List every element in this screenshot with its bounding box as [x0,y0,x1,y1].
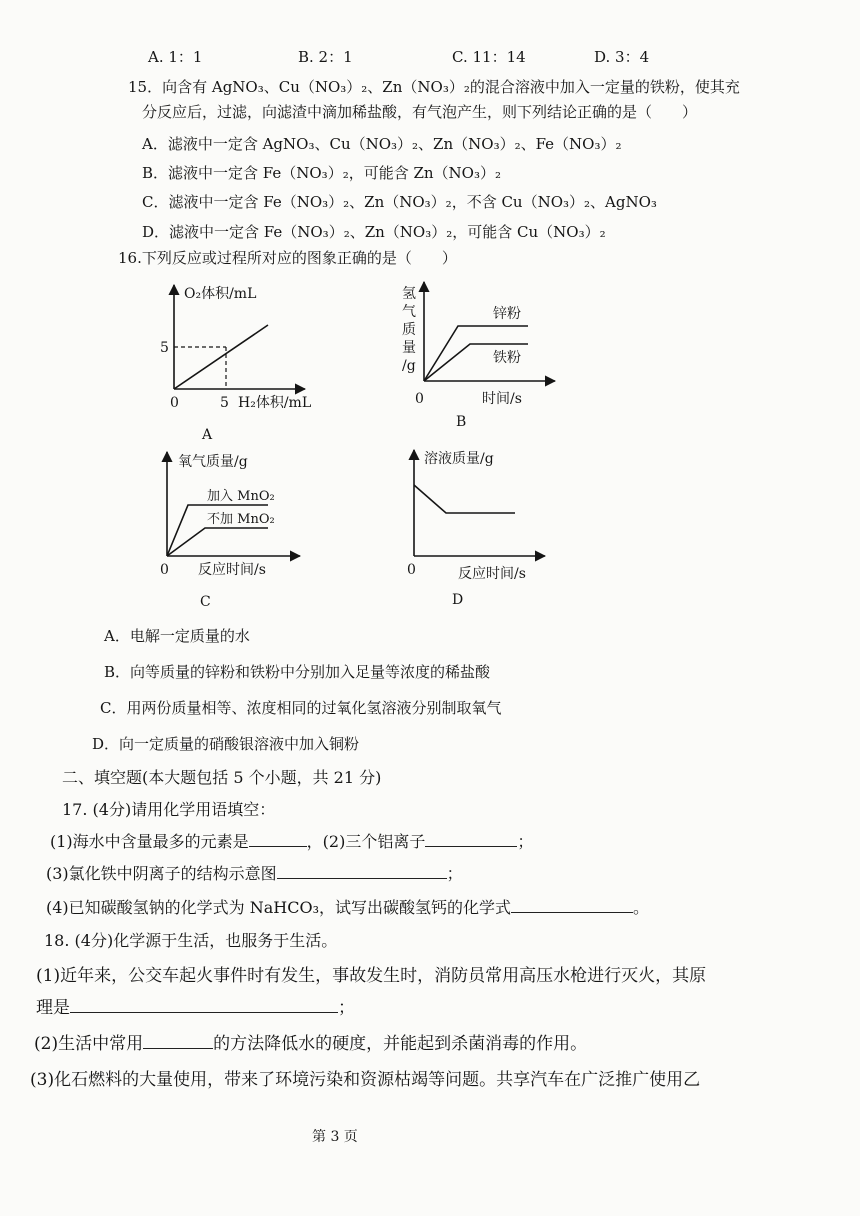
graph-d-ylabel: 溶液质量/g [424,451,494,467]
graph-d-line [414,485,515,513]
q17-part2-end: ； [517,832,534,851]
graph-b-ylabel-2: 气 [402,304,416,320]
prev-option-a: A. 1：1 [148,48,203,66]
graph-a-ytick: 5 [160,340,169,356]
q18-part1-text: 理是 [36,998,70,1018]
graph-a-origin: 0 [170,395,179,411]
q17-blank-4[interactable] [511,898,633,913]
prev-option-c: C. 11：14 [452,48,526,66]
graph-b-ylabel-1: 氢 [402,286,416,302]
graph-b-origin: 0 [415,391,424,407]
q15-option-a: A．滤液中一定含 AgNO₃、Cu（NO₃）₂、Zn（NO₃）₂、Fe（NO₃）₂ [142,135,622,153]
q17-part4 [46,898,649,918]
q17-part3-text: (3)氯化铁中阴离子的结构示意图 [46,864,277,883]
q18-part1-end: ； [338,998,355,1018]
graph-b-ylabel-5: /g [402,358,416,374]
prev-option-d: D. 3：4 [594,48,650,66]
q18-part2-text-a: (2)生活中常用 [34,1034,144,1054]
q18-part1-line1: (1)近年来，公交车起火事件时有发生，事故发生时，消防员常用高压水枪进行灭火，其原 [36,966,707,986]
graph-b-caption: B [456,414,467,430]
q15-option-b: B．滤液中一定含 Fe（NO₃）₂，可能含 Zn（NO₃）₂ [142,164,502,182]
graph-c-with-label: 加入 MnO₂ [207,489,275,504]
q18-blank-2[interactable] [143,1034,213,1049]
q17-part1-text: (1)海水中含量最多的元素是 [50,832,249,851]
q17-part4-text: (4)已知碳酸氢钠的化学式为 NaHCO₃，试写出碳酸氢钙的化学式 [46,898,512,917]
q18-part3: (3)化石燃料的大量使用，带来了环境污染和资源枯竭等问题。共享汽车在广泛推广使用乙 [30,1070,701,1090]
prev-option-b: B. 2：1 [298,48,353,66]
graph-c [160,452,300,610]
graph-a-caption: A [202,427,213,443]
graph-a-xtick: 5 [220,395,229,411]
graph-b-ylabel-3: 质 [402,322,416,338]
graph-c-without-label: 不加 MnO₂ [207,512,275,527]
graph-d-caption: D [452,592,464,608]
graph-b-iron-label: 铁粉 [493,350,521,366]
graph-b-zinc-label: 锌粉 [493,306,521,322]
graph-c-origin: 0 [160,562,169,578]
q15-option-c: C．滤液中一定含 Fe（NO₃）₂、Zn（NO₃）₂，不含 Cu（NO₃）₂、AgNO₃ [142,193,657,211]
q18-blank-1[interactable] [70,998,338,1013]
q16-option-b: B．向等质量的锌粉和铁粉中分别加入足量等浓度的稀盐酸 [104,663,491,681]
q17-blank-2[interactable] [425,832,517,847]
q16-graphs [0,270,860,630]
q17-stem: 17. (4分)请用化学用语填空： [62,800,276,819]
q15-stem-line2: 分反应后，过滤，向滤渣中滴加稀盐酸，有气泡产生，则下列结论正确的是（ ） [142,103,698,121]
graph-c-ylabel: 氧气质量/g [178,454,248,470]
graph-d-xlabel: 反应时间/s [458,566,526,582]
q18-part2-text-b: 的方法降低水的硬度，并能起到杀菌消毒的作用。 [213,1034,588,1054]
q17-blank-3[interactable] [277,864,447,879]
q16-option-a: A．电解一定质量的水 [104,627,250,645]
graph-d-origin: 0 [407,562,416,578]
q17-part3-end: ； [446,864,463,883]
graph-c-xlabel: 反应时间/s [198,562,266,578]
q17-part1 [50,832,533,852]
q16-stem: 16.下列反应或过程所对应的图象正确的是（ ） [118,249,457,267]
q15-option-d: D．滤液中一定含 Fe（NO₃）₂、Zn（NO₃）₂，可能含 Cu（NO₃）₂ [142,223,606,241]
q17-blank-1[interactable] [249,832,307,847]
q18-stem: 18. (4分)化学源于生活，也服务于生活。 [44,931,338,950]
graph-a [160,285,311,443]
page-footer: 第 3 页 [312,1129,358,1145]
q18-part2 [34,1034,587,1054]
q17-part3 [46,864,463,884]
graph-c-caption: C [200,594,211,610]
graph-b-xlabel: 时间/s [482,391,522,407]
q17-part2-text: ，(2)三个铝离子 [306,832,426,851]
section-2-heading: 二、填空题(本大题包括 5 个小题，共 21 分) [62,768,382,787]
q15-stem-line1: 15．向含有 AgNO₃、Cu（NO₃）₂、Zn（NO₃）₂的混合溶液中加入一定量的铁粉，使其充 [128,78,740,96]
graph-c-without-mno2-line [167,528,268,556]
graph-b-ylabel-4: 量 [402,340,416,356]
graph-a-line [174,325,268,389]
q18-part1-line2 [36,998,355,1018]
q16-option-c: C．用两份质量相等、浓度相同的过氧化氢溶液分别制取氧气 [100,699,502,717]
graph-a-xlabel: H₂体积/mL [238,395,312,411]
graph-a-ylabel: O₂体积/mL [184,286,257,302]
q16-option-d: D．向一定质量的硝酸银溶液中加入铜粉 [92,735,360,753]
q17-part4-end: 。 [633,898,650,917]
graph-b [402,282,555,430]
graph-d [407,450,545,608]
